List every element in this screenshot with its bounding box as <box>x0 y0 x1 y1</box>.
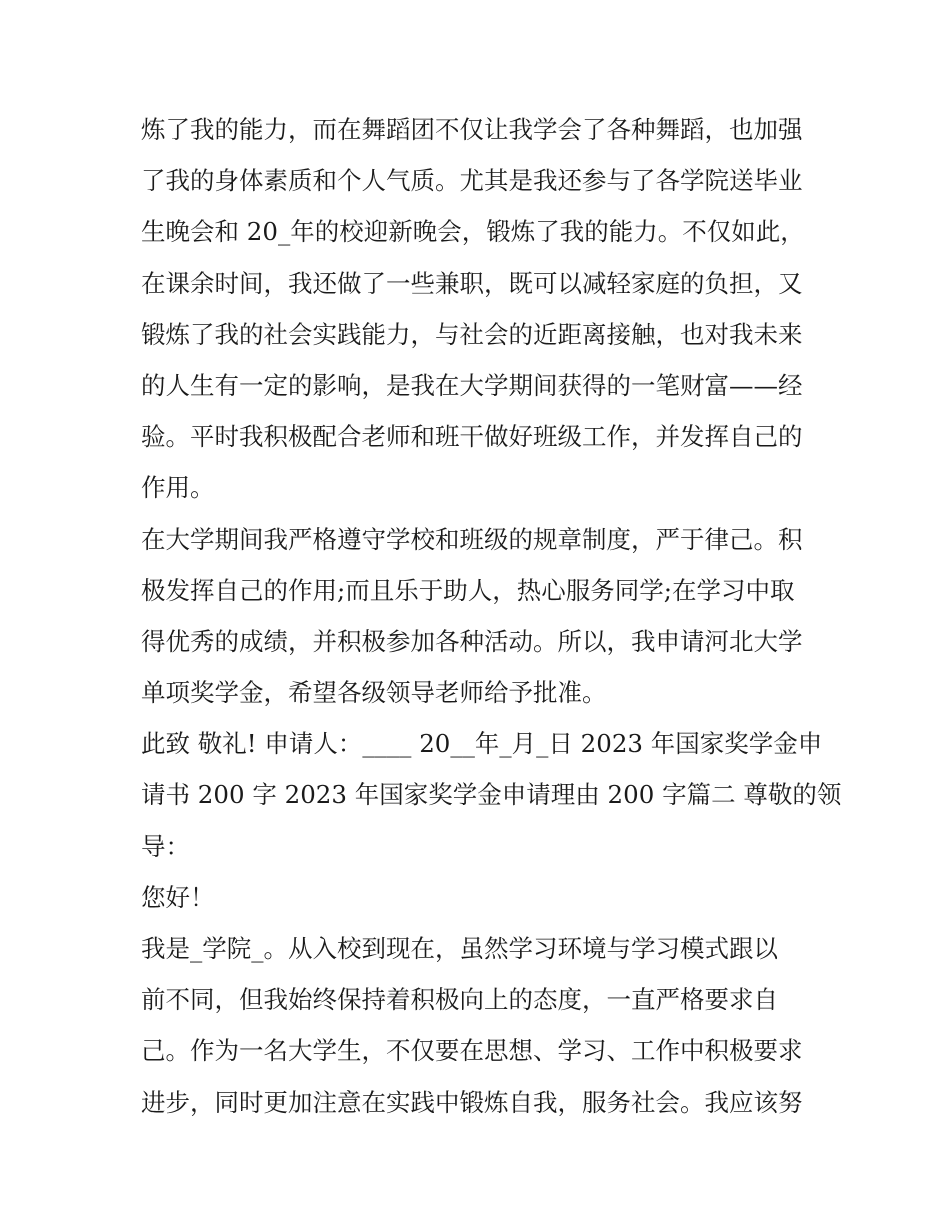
text-line: 生晚会和 20_年的校迎新晚会，锻炼了我的能力。不仅如此， <box>141 217 805 247</box>
text-line: 炼了我的能力，而在舞蹈团不仅让我学会了各种舞蹈，也加强 <box>141 115 803 144</box>
text-line: 导： <box>141 831 190 861</box>
text-line: 此致 敬礼! 申请人：____ 20__年_月_日 2023 年国家奖学金申 <box>141 729 823 759</box>
text-line: 作用。 <box>141 473 215 503</box>
text-line: 您好！ <box>141 882 215 912</box>
text-line: 极发挥自己的作用;而且乐于助人，热心服务同学;在学习中取 <box>141 575 795 605</box>
text-line: 了我的身体素质和个人气质。尤其是我还参与了各学院送毕业 <box>141 166 803 196</box>
text-line: 验。平时我积极配合老师和班干做好班级工作，并发挥自己的 <box>141 422 803 452</box>
text-line: 请书 200 字 2023 年国家奖学金申请理由 200 字篇二 尊敬的领 <box>141 780 842 810</box>
text-line: 进步，同时更加注意在实践中锻炼自我，服务社会。我应该努 <box>141 1087 803 1117</box>
document-body <box>141 104 842 1128</box>
text-line: 我是_学院_。从入校到现在，虽然学习环境与学习模式跟以 <box>141 934 778 963</box>
text-line: 己。作为一名大学生，不仅要在思想、学习、工作中积极要求 <box>141 1036 803 1066</box>
text-line: 得优秀的成绩，并积极参加各种活动。所以，我申请河北大学 <box>141 626 803 656</box>
text-line: 前不同，但我始终保持着积极向上的态度，一直严格要求自 <box>141 985 778 1015</box>
text-line: 锻炼了我的社会实践能力，与社会的近距离接触，也对我未来 <box>141 319 803 349</box>
text-line: 在课余时间，我还做了一些兼职，既可以减轻家庭的负担，又 <box>141 268 803 298</box>
text-line: 单项奖学金，希望各级领导老师给予批准。 <box>141 678 607 708</box>
text-line: 的人生有一定的影响，是我在大学期间获得的一笔财富——经 <box>141 370 803 400</box>
text-line: 在大学期间我严格遵守学校和班级的规章制度，严于律己。积 <box>141 524 803 554</box>
